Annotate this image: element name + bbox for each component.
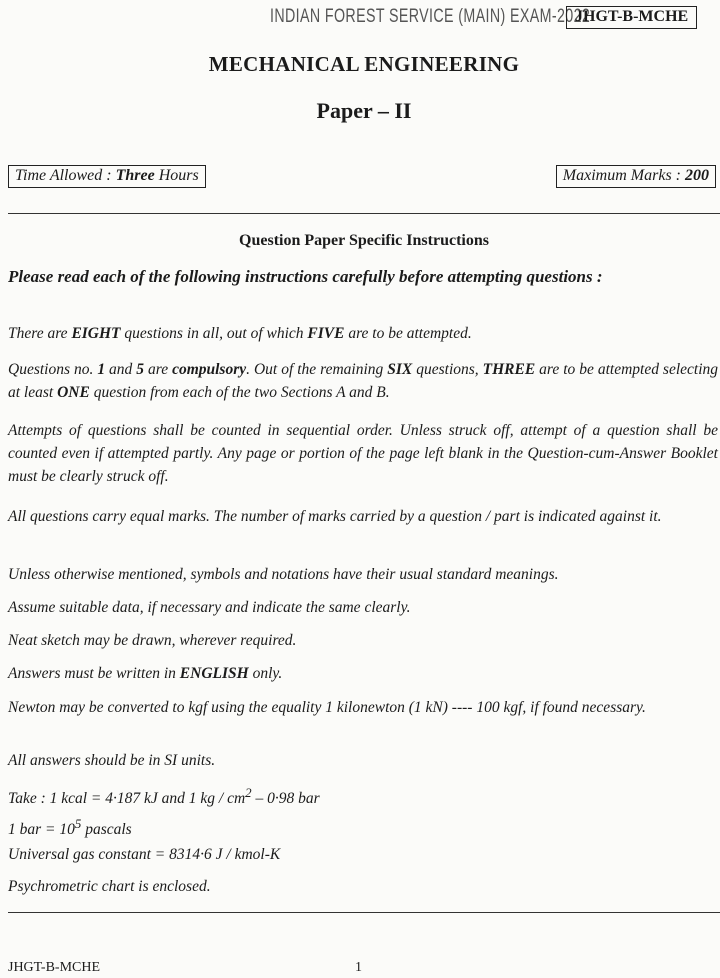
instruction-8: Answers must be written in ENGLISH only. [8,665,283,682]
top-divider [8,213,720,214]
marks-value: 200 [685,167,709,184]
time-value: Three [115,167,155,184]
instruction-7: Neat sketch may be drawn, wherever required. [8,632,297,649]
bottom-divider [8,912,720,913]
paper-code-box: JHGT-B-MCHE [566,6,697,29]
time-label: Time Allowed : [15,167,116,184]
marks-label: Maximum Marks : [562,167,685,184]
subject-title: MECHANICAL ENGINEERING [208,52,520,76]
instructions-heading: Question Paper Specific Instructions [239,232,489,249]
instruction-2: Questions no. 1 and 5 are compulsory. Out of the remaining SIX questions, THREE are to be attempted selecting at least ONE question from each of the two Sections A and B. [8,361,719,401]
instruction-6: Assume suitable data, if necessary and indicate the same clearly. [8,599,411,616]
footer-paper-code: JHGT-B-MCHE [8,960,101,975]
exam-stamp: INDIAN FOREST SERVICE (MAIN) EXAM-2022 [270,6,591,27]
instruction-11: Take : 1 kcal = 4·187 kJ and 1 kg / $cm^2 - 0\cdot 98$ bar [8,785,320,808]
instruction-12: 1 bar = $10^5$ pascals [8,816,132,839]
time-allowed-box [8,165,206,188]
page-number: 1 [355,960,362,975]
instruction-10: All answers should be in SI units. [8,752,216,769]
instructions-lead: Please read each of the following instructions carefully before attempting questions : [8,267,603,286]
instruction-9: Newton may be converted to kgf using the equality 1 kilonewton (1 kN) ---- 100 kgf, if found necessary. [8,699,646,716]
instruction-5: Unless otherwise mentioned, symbols and notations have their usual standard meanings. [8,566,559,583]
instruction-13: Universal gas constant = 8314·6 J / kmol-K [8,846,281,863]
instruction-4: All questions carry equal marks. The number of marks carried by a question / part is indicated against it. [8,508,662,525]
maximum-marks-box [556,165,716,188]
instruction-3: Attempts of questions shall be counted in sequential order. Unless struck off, attempt of a question shall be counted even if attempted partly. Any page or portion of the page left blank in the Question-cum-Answer Booklet must be clearly struck off. [8,422,718,485]
instruction-14: Psychrometric chart is enclosed. [8,878,211,895]
time-unit: Hours [154,167,199,184]
instruction-1: There are EIGHT questions in all, out of which FIVE are to be attempted. [8,325,472,342]
paper-title: Paper – II [316,98,412,123]
